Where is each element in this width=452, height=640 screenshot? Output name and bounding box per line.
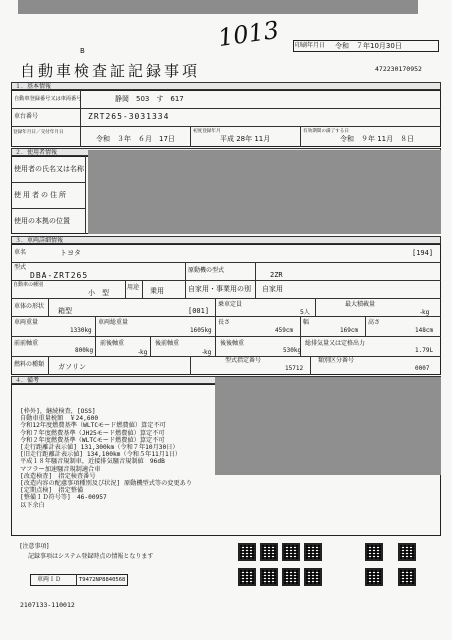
- section2-header: ２．使用者情報: [11, 148, 441, 156]
- class-number-value: 0007: [415, 365, 430, 372]
- print-date-label: 印刷年月日: [295, 42, 326, 49]
- base-location-label: 使用の本拠の位置: [14, 217, 70, 225]
- engine-label: 原動機の型式: [188, 267, 225, 274]
- first-reg-label: 初度登録年月: [193, 129, 221, 134]
- front-rear-axle-label: 前後軸重: [100, 340, 125, 347]
- qr-code-4: [304, 543, 322, 561]
- vehicle-kind-value: 小 型: [88, 289, 109, 297]
- user-name-label: 使用者の氏名又は名称: [14, 165, 84, 173]
- vehicle-weight-label: 車両重量: [14, 319, 39, 326]
- displacement-value: 1.79L: [415, 347, 434, 354]
- class-number-label: 類別区分番号: [318, 357, 355, 364]
- engine-value: 2ZR: [270, 271, 283, 279]
- top-redaction-bar: [18, 0, 418, 14]
- front-rear-axle-value: -kg: [138, 349, 148, 356]
- qr-code-1: [238, 543, 256, 561]
- qr-code-12: [398, 568, 416, 586]
- user-address-label: 使用者の住所: [14, 191, 68, 199]
- rear-front-axle-label: 後前軸重: [155, 340, 180, 347]
- vehicle-weight-value: 1330kg: [70, 327, 92, 334]
- qr-code-2: [260, 543, 278, 561]
- displacement-label: 総排気量又は定格出力: [305, 340, 366, 347]
- section4-header: ４．備考: [11, 376, 441, 384]
- qr-code-9: [282, 568, 300, 586]
- reg-date-label: 登録年月日／交付年月日: [13, 130, 64, 135]
- vehicle-kind-label: 自動車の種別: [13, 282, 44, 288]
- maker-value: トヨタ: [60, 249, 81, 257]
- small-letter-b: B: [80, 47, 85, 55]
- body-shape-value: 箱型: [58, 307, 72, 315]
- notice-label: [注意事項]: [20, 543, 49, 550]
- body-shape-code: [001]: [188, 307, 210, 315]
- qr-code-7: [238, 568, 256, 586]
- reg-number-value: 静岡 503 す 617: [115, 95, 184, 103]
- gross-weight-value: 1605kg: [190, 327, 212, 334]
- qr-code-5: [365, 543, 383, 561]
- gross-weight-label: 車両総重量: [98, 319, 129, 326]
- front-axle-label: 前前軸重: [14, 340, 39, 347]
- fuel-value: ガソリン: [58, 363, 86, 371]
- max-load-label: 最大積載量: [345, 301, 376, 308]
- vehicle-id-value: T9472NP8840568: [79, 577, 126, 583]
- document-title: 自動車検査証記録事項: [20, 62, 201, 80]
- model-value: DBA-ZRT265: [30, 271, 89, 280]
- expiry-value: 令和 ９年 11月 ８日: [340, 135, 415, 143]
- type-number-value: 15712: [285, 365, 304, 372]
- max-load-value: -kg: [420, 309, 430, 316]
- chassis-label: 車台番号: [14, 113, 39, 120]
- height-value: 148cm: [415, 327, 434, 334]
- qr-code-10: [304, 568, 322, 586]
- purpose-value: 自家用: [262, 285, 283, 293]
- front-axle-value: 800kg: [75, 347, 94, 354]
- notes-redaction: [215, 377, 441, 475]
- type-number-label: 型式指定番号: [225, 357, 262, 364]
- print-date-value: 令和 ７年10月30日: [335, 42, 402, 50]
- first-reg-value: 平成 28年 11月: [220, 135, 271, 143]
- capacity-value: 5人: [300, 309, 310, 316]
- maker-code: [194]: [412, 249, 434, 257]
- width-label: 幅: [303, 319, 310, 326]
- body-shape-label: 車体の形状: [14, 303, 45, 310]
- rear-front-axle-value: -kg: [202, 349, 212, 356]
- rear-axle-label: 後後軸重: [220, 340, 245, 347]
- length-label: 長さ: [218, 319, 231, 326]
- handwritten-number: 1013: [216, 15, 281, 53]
- section1-header: １．基本情報: [11, 82, 441, 90]
- qr-code-3: [282, 543, 300, 561]
- bottom-code: 2107133-110012: [20, 601, 75, 609]
- chassis-value: ZRT265-3031334: [88, 112, 170, 121]
- user-info-redaction: [88, 150, 441, 234]
- reg-number-label: 自動車登録番号又は車両番号: [14, 96, 82, 102]
- rear-axle-value: 530kg: [283, 347, 302, 354]
- qr-code-6: [398, 543, 416, 561]
- notice-text: 記録事項はシステム登録時点の情報となります: [28, 553, 154, 560]
- fuel-label: 燃料の種類: [14, 361, 45, 368]
- capacity-label: 乗車定員: [218, 301, 243, 308]
- length-value: 459cm: [275, 327, 294, 334]
- reg-date-value: 令和 ３年 ６月 17日: [96, 135, 175, 143]
- notes-text: [枠外]，継続検査，[OSS] 自動車重量税額 ￥24,600 令和12年度燃費基準（WLTCモード燃費値）算定不可 令和７年度燃費基準（JH25モード燃費値）算定不可 令和２年度燃費基準（WLTCモード燃費値）算定不可 [走行距離計表示値] 131,300km（令和７年10月30日） [旧走行距離計表示値] 134,100km（令和５年11月1日） 平成１８年騒音規制車，近接排気騒音規制値 96dB マフラー加速騒音規制適合車 [改造検査] 指定検査番号 [改造内容の配慮事項種別及び状況] 原動機型式等の変更あり [定期点検] 指定整備 [整備ＩＤ符号等] 46-00957 以下余白: [20, 408, 193, 509]
- maker-label: 車名: [14, 249, 27, 256]
- section3-header: ３．車両詳細情報: [11, 236, 441, 244]
- qr-code-11: [365, 568, 383, 586]
- purpose-label: 自家用・事業用の別: [188, 285, 251, 293]
- use-label: 用途: [127, 284, 140, 291]
- document-number: 472230170952: [375, 65, 422, 73]
- vehicle-id-label: 車両ＩＤ: [37, 576, 62, 583]
- expiry-label: 有効期間の満了する日: [303, 129, 349, 134]
- height-label: 高さ: [368, 319, 381, 326]
- model-label: 型式: [14, 264, 27, 271]
- width-value: 169cm: [340, 327, 359, 334]
- use-value: 乗用: [150, 287, 164, 295]
- qr-code-8: [260, 568, 278, 586]
